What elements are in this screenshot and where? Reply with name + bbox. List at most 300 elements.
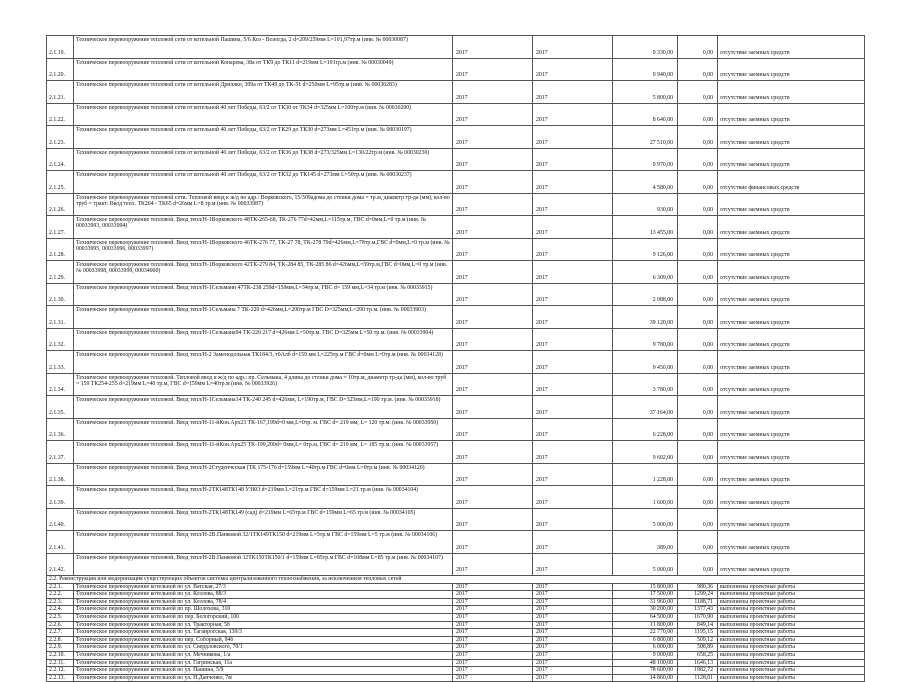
row-year-end: 2017 (533, 193, 613, 216)
row-id: 2.1.24. (47, 148, 74, 171)
row-cost: 4 580,00 (613, 171, 678, 194)
table-row (47, 629, 865, 637)
row-status: выполнены проектные работы (718, 613, 865, 621)
row-year-end: 2017 (533, 531, 613, 554)
row-year-start: 2017 (453, 351, 533, 374)
document-page (46, 35, 864, 682)
row-year-end: 2017 (533, 216, 613, 239)
row-description: Техническое перевооружение тепловой сети от котельной 40 лет Победы, 63/2 от ТК36 до ТК38 d=273/325мм L=130/22тр.м (инв. № 00030230) (74, 148, 453, 171)
row-year-start: 2017 (453, 613, 533, 621)
row-year-start: 2017 (453, 306, 533, 329)
row-financed: 0,00 (678, 508, 718, 531)
row-id: 2.1.29. (47, 261, 74, 284)
section-header: 2.2. Реконструкция или модернизация существующих объектов системы централизованного теплоснабжения, за исключением тепловых сетей (47, 576, 865, 584)
row-id: 2.1.25. (47, 171, 74, 194)
table-row (47, 659, 865, 667)
row-id: 2.2.9. (47, 644, 74, 652)
row-status: выполнены проектные работы (718, 659, 865, 667)
row-status: отсутствие заемных средств (718, 238, 865, 261)
row-year-start: 2017 (453, 674, 533, 682)
row-financed: 0,00 (678, 373, 718, 396)
row-status: отсутствие заемных средств (718, 486, 865, 509)
table-row (47, 674, 865, 682)
row-id: 2.1.38. (47, 463, 74, 486)
row-id: 2.2.2. (47, 591, 74, 599)
row-financed: 0,00 (678, 103, 718, 126)
table-row (47, 328, 865, 351)
row-year-start: 2017 (453, 606, 533, 614)
row-year-start: 2017 (453, 583, 533, 591)
table-row (47, 591, 865, 599)
row-year-end: 2017 (533, 591, 613, 599)
row-financed: 1188,71 (678, 598, 718, 606)
row-year-end: 2017 (533, 261, 613, 284)
row-status: выполнены проектные работы (718, 644, 865, 652)
row-status: отсутствие заемных средств (718, 58, 865, 81)
row-description: Техническое перевооружение тепловой. Ввод тепл/Н-2Студенческая (ТК 175-176 d=159мм L=40тр.м ГВС d=0мм L=0тр.м (инв. № 00034120) (74, 463, 453, 486)
row-id: 2.1.35. (47, 396, 74, 419)
row-financed: 0,00 (678, 531, 718, 554)
row-cost: 9 940,00 (613, 58, 678, 81)
row-year-start: 2017 (453, 651, 533, 659)
table-row (47, 238, 865, 261)
row-year-end: 2017 (533, 508, 613, 531)
table-row (47, 606, 865, 614)
row-financed: 0,00 (678, 486, 718, 509)
row-status: отсутствие заемных средств (718, 508, 865, 531)
row-cost: 15 800,00 (613, 583, 678, 591)
table-row (47, 636, 865, 644)
row-year-end: 2017 (533, 171, 613, 194)
row-year-end: 2017 (533, 418, 613, 441)
row-description: Техническое перевооружение тепловой сети от котельной 40 лет Победы, 63/2 от ТК29 до ТК30 d=273мм L=451тр.м (инв. № 00030197) (74, 126, 453, 149)
row-year-end: 2017 (533, 306, 613, 329)
table-row (47, 306, 865, 329)
table-row (47, 667, 865, 675)
row-description: Техническое перевооружение тепловой. Ввод тепл/Н-11-йКон.Арх23 ТК-167,199d=0 мм,L=0тр. м. ГВС d= 219 мм, L= 120 тр.м. (инв. № 00033950) (74, 418, 453, 441)
row-description: Техническое перевооружение тепловой. Ввод тепл/Н-2ТК148ТК148 УЗКО d=219мм L=21тр.м ГВС d=159мм L=21 тр.м (инв. № 00034104) (74, 486, 453, 509)
row-status: отсутствие заемных средств (718, 463, 865, 486)
row-description: Техническое перевооружение котельной по ул. Гагринская, 11а (74, 659, 453, 667)
row-financed: 980,36 (678, 583, 718, 591)
row-year-start: 2017 (453, 667, 533, 675)
row-year-end: 2017 (533, 463, 613, 486)
row-description: Техническое перевооружение тепловой. Ввод тепл/Н-2В.Панковой 32/1ТК149ТК150 d=219мм L=5тр.м ГВС d=159мм L=5 тр.м (инв. № 00034106) (74, 531, 453, 554)
row-description: Техническое перевооружение тепловой. Ввод тепл/Н-2В.Панковой 32ТК150ТК150/1 d=159мм L=85тр.м ГВС d=108мм L=85 тр.м (инв. № 00034107) (74, 553, 453, 576)
row-year-end: 2017 (533, 36, 613, 59)
row-financed: 0,00 (678, 553, 718, 576)
row-description: Техническое перевооружение тепловой. Тепловой ввод к ж/д по адр.: пр. Сельмана, 4 длина до стенки дома = 10тр.м, диаметр тр-да (мм), кол-во труб = 159 ТК254-255 d=219мм L=40 тр.м, ГВС d=159мм L=40тр.м (инв. № 00033926) (74, 373, 453, 396)
row-id: 2.1.21. (47, 81, 74, 104)
boiler-rows (47, 583, 865, 682)
row-status: отсутствие заемных средств (718, 216, 865, 239)
row-year-start: 2017 (453, 58, 533, 81)
table-row (47, 613, 865, 621)
row-description: Техническое перевооружение котельной по ул. Тракторная, 5б (74, 621, 453, 629)
row-year-start: 2017 (453, 441, 533, 464)
row-status: отсутствие заемных средств (718, 418, 865, 441)
row-year-start: 2017 (453, 508, 533, 531)
row-description: Техническое перевооружение тепловой. Ввод тепл/Н-11-йКон.Арх25 ТК-199,200d= 0мм,L= 0тр.м, ГВС d= 219 мм, L= 185 тр.м. (инв. № 00033957) (74, 441, 453, 464)
row-status: отсутствие заемных средств (718, 441, 865, 464)
table-row (47, 463, 865, 486)
row-cost: 9 330,00 (613, 36, 678, 59)
row-id: 2.2.11. (47, 659, 74, 667)
row-year-end: 2017 (533, 148, 613, 171)
row-status: отсутствие заемных средств (718, 261, 865, 284)
row-year-end: 2017 (533, 126, 613, 149)
row-status: отсутствие финансовых средств (718, 171, 865, 194)
row-year-end: 2017 (533, 651, 613, 659)
row-id: 2.1.28. (47, 238, 74, 261)
table-row (47, 396, 865, 419)
row-status: отсутствие заемных средств (718, 193, 865, 216)
row-year-start: 2017 (453, 644, 533, 652)
row-id: 2.1.19. (47, 36, 74, 59)
row-description: Техническое перевооружение тепловой. Ввод тепл/Н-1Ворковского 46ТК-276 77, ТК-27 78, ТК-278 79d=426мм,L=78тр.м,ГВС d=0мм,L=0 тр.м (инв. № 00033995, 00033996, 00033997) (74, 238, 453, 261)
row-year-end: 2017 (533, 621, 613, 629)
row-id: 2.1.31. (47, 306, 74, 329)
row-id: 2.1.37. (47, 441, 74, 464)
row-id: 2.1.20. (47, 58, 74, 81)
row-financed: 0,00 (678, 283, 718, 306)
table-row (47, 583, 865, 591)
row-description: Техническое перевооружение котельной по ул. Козлова, 88/3 (74, 591, 453, 599)
row-cost: 9 000,00 (613, 651, 678, 659)
row-financed: 508,89 (678, 644, 718, 652)
table-row (47, 36, 865, 59)
row-id: 2.1.40. (47, 508, 74, 531)
row-year-start: 2017 (453, 373, 533, 396)
row-id: 2.1.23. (47, 126, 74, 149)
row-year-end: 2017 (533, 553, 613, 576)
row-id: 2.2.6. (47, 621, 74, 629)
table-row (47, 441, 865, 464)
row-id: 2.1.32. (47, 328, 74, 351)
row-status: выполнены проектные работы (718, 606, 865, 614)
row-status: отсутствие заемных средств (718, 328, 865, 351)
investment-table (46, 35, 865, 682)
table-row (47, 508, 865, 531)
heating-network-rows (47, 36, 865, 576)
row-id: 2.1.39. (47, 486, 74, 509)
row-id: 2.2.1. (47, 583, 74, 591)
row-status: отсутствие заемных средств (718, 81, 865, 104)
row-financed: 0,00 (678, 81, 718, 104)
row-status: выполнены проектные работы (718, 667, 865, 675)
row-id: 2.1.36. (47, 418, 74, 441)
row-financed: 0,00 (678, 36, 718, 59)
row-year-end: 2017 (533, 396, 613, 419)
row-year-end: 2017 (533, 636, 613, 644)
row-description: Техническое перевооружение котельной по ул. Таганрогская, 139/3 (74, 629, 453, 637)
row-cost: 930,00 (613, 193, 678, 216)
row-cost: 27 510,00 (613, 126, 678, 149)
row-financed: 0,00 (678, 441, 718, 464)
row-year-end: 2017 (533, 629, 613, 637)
row-cost: 17 500,00 (613, 591, 678, 599)
table-row (47, 283, 865, 306)
row-id: 2.2.13. (47, 674, 74, 682)
row-status: отсутствие заемных средств (718, 373, 865, 396)
row-year-start: 2017 (453, 418, 533, 441)
row-description: Техническое перевооружение тепловой сети от котельной 40 лет Победы, 63/2 от ТК32 до ТК145 d=273мм L=50тр.м (инв. № 00030237) (74, 171, 453, 194)
row-id: 2.2.8. (47, 636, 74, 644)
row-year-start: 2017 (453, 328, 533, 351)
table-row (47, 171, 865, 194)
row-year-end: 2017 (533, 351, 613, 374)
row-year-end: 2017 (533, 81, 613, 104)
row-financed: 0,00 (678, 306, 718, 329)
table-row (47, 103, 865, 126)
row-year-end: 2017 (533, 667, 613, 675)
row-cost: 3 780,00 (613, 373, 678, 396)
row-cost: 6 800,00 (613, 636, 678, 644)
table-row (47, 193, 865, 216)
row-status: отсутствие заемных средств (718, 126, 865, 149)
row-description: Техническое перевооружение котельной по ул. Козлова, 78/4 (74, 598, 453, 606)
row-description: Техническое перевооружение котельной по ул. Мечникова, 1/а (74, 651, 453, 659)
row-year-start: 2017 (453, 629, 533, 637)
row-description: Техническое перевооружение тепловой. Ввод тепл/Н-1Сельманн 47ТК-238 259d=159мм,L=34тр.м, ГВС d= 159 мм,L=34 тр.м (инв. № 00033915) (74, 283, 453, 306)
row-cost: 22 770,00 (613, 629, 678, 637)
table-row (47, 126, 865, 149)
row-financed: 0,00 (678, 216, 718, 239)
row-cost: 9 450,00 (613, 351, 678, 374)
row-financed: 0,00 (678, 418, 718, 441)
row-id: 2.2.12. (47, 667, 74, 675)
row-year-end: 2017 (533, 606, 613, 614)
row-status: выполнены проектные работы (718, 598, 865, 606)
row-id: 2.1.27. (47, 216, 74, 239)
table-row (47, 148, 865, 171)
row-description: Техническое перевооружение тепловой сети от котельной Конарева, 38а от ТК9 до ТК11 d=219мм L=191тр.м (инв. № 00030049) (74, 58, 453, 81)
row-financed: 0,00 (678, 463, 718, 486)
row-financed: 0,00 (678, 171, 718, 194)
row-id: 2.2.5. (47, 613, 74, 621)
row-cost: 37 164,00 (613, 396, 678, 419)
row-description: Техническое перевооружение тепловой. Ввод тепл/Н-1Сельмана 7 ТК-220 d=426мм,L=200тр.м ГВС D=325мм,L=200 тр.м. (инв. № 00033903) (74, 306, 453, 329)
row-status: выполнены проектные работы (718, 636, 865, 644)
row-financed: 1128,01 (678, 674, 718, 682)
table-row (47, 261, 865, 284)
row-year-end: 2017 (533, 238, 613, 261)
row-status: выполнены проектные работы (718, 651, 865, 659)
row-year-start: 2017 (453, 36, 533, 59)
row-id: 2.2.10. (47, 651, 74, 659)
row-cost: 9 602,00 (613, 441, 678, 464)
row-status: отсутствие заемных средств (718, 553, 865, 576)
row-year-end: 2017 (533, 441, 613, 464)
row-status: отсутствие заемных средств (718, 148, 865, 171)
row-status: отсутствие заемных средств (718, 306, 865, 329)
row-id: 2.2.7. (47, 629, 74, 637)
row-description: Техническое перевооружение тепловой сети от котельной Дриллко, 309а от ТК49 до ТК-51 d=250мм L=95тр.м (инв. № 00030283) (74, 81, 453, 104)
row-cost: 30 200,00 (613, 606, 678, 614)
row-cost: 6 000,00 (613, 644, 678, 652)
row-year-end: 2017 (533, 486, 613, 509)
row-description: Техническое перевооружение тепловой. Ввод тепл/Н-1Ворковского 48ТК-265-68, ТК-276 77d=42мм,L=115тр.м, ГВС d=0мм,L=0 тр.м (инв. № 00033993, 00033994) (74, 216, 453, 239)
row-financed: 1195,15 (678, 629, 718, 637)
row-id: 2.2.4. (47, 606, 74, 614)
row-status: отсутствие заемных средств (718, 351, 865, 374)
row-year-start: 2017 (453, 81, 533, 104)
row-year-start: 2017 (453, 261, 533, 284)
row-cost: 11 800,00 (613, 621, 678, 629)
row-description: Техническое перевооружение котельной по ул. Ватская, 27/3 (74, 583, 453, 591)
row-financed: 509,12 (678, 636, 718, 644)
row-status: отсутствие заемных средств (718, 283, 865, 306)
table-row (47, 216, 865, 239)
row-financed: 0,00 (678, 351, 718, 374)
row-year-end: 2017 (533, 598, 613, 606)
section-header-block (47, 576, 865, 584)
row-financed: 849,14 (678, 621, 718, 629)
row-description: Техническое перевооружение котельной по пер. Белогорский, 100 (74, 613, 453, 621)
row-year-end: 2017 (533, 613, 613, 621)
row-year-start: 2017 (453, 283, 533, 306)
row-cost: 31 960,00 (613, 598, 678, 606)
row-year-start: 2017 (453, 486, 533, 509)
table-row (47, 553, 865, 576)
row-financed: 1982,72 (678, 667, 718, 675)
table-row (47, 351, 865, 374)
row-id: 2.1.22. (47, 103, 74, 126)
row-financed: 0,00 (678, 58, 718, 81)
table-row (47, 373, 865, 396)
row-status: выполнены проектные работы (718, 583, 865, 591)
table-row (47, 598, 865, 606)
row-year-start: 2017 (453, 171, 533, 194)
row-cost: 14 860,00 (613, 674, 678, 682)
row-year-end: 2017 (533, 659, 613, 667)
row-year-start: 2017 (453, 463, 533, 486)
row-financed: 0,00 (678, 193, 718, 216)
row-financed: 0,00 (678, 148, 718, 171)
row-financed: 658,25 (678, 651, 718, 659)
row-description: Техническое перевооружение тепловой. Ввод тепл/Н-1Сельмана14 ТК-240 245 d=426мм, L=190тр.м, ГВС D=325мм,L=190 тр.м. (инв. № 00033918) (74, 396, 453, 419)
row-cost: 78 600,00 (613, 667, 678, 675)
row-status: отсутствие заемных средств (718, 396, 865, 419)
table-row (47, 621, 865, 629)
row-cost: 13 455,00 (613, 216, 678, 239)
row-financed: 0,00 (678, 328, 718, 351)
row-financed: 0,00 (678, 261, 718, 284)
row-cost: 1 600,00 (613, 486, 678, 509)
row-description: Техническое перевооружение тепловой. Ввод тепл/Н-2 Заменодольная ТК184/3, т0Алб d=159 мм L=225тр.м ГВС d=0мм L=0тр.м (инв. № 00034128) (74, 351, 453, 374)
row-description: Техническое перевооружение котельной по ул. Свердловского, 70/1 (74, 644, 453, 652)
row-year-end: 2017 (533, 373, 613, 396)
row-status: выполнены проектные работы (718, 674, 865, 682)
row-cost: 1 228,00 (613, 463, 678, 486)
row-description: Техническое перевооружение тепловой. Ввод тепл/Н-1Ворковского 42ТК-279 84, ТК-284 85, ТК-285 86 d=426мм,L=59тр.м,ГВС d=0мм,L=0 тр.м (инв. № 00033998, 00033999, 00034000) (74, 261, 453, 284)
row-id: 2.1.30. (47, 283, 74, 306)
row-id: 2.2.3. (47, 598, 74, 606)
table-row (47, 418, 865, 441)
row-description: Техническое перевооружение котельной по ул. Н.Данченко, 7м (74, 674, 453, 682)
row-cost: 9 780,00 (613, 328, 678, 351)
row-description: Техническое перевооружение котельной по ул. Пашина, 5/9 (74, 667, 453, 675)
row-cost: 2 088,00 (613, 283, 678, 306)
row-year-end: 2017 (533, 283, 613, 306)
row-description: Техническое перевооружение котельной по пр. Шолохова, 310 (74, 606, 453, 614)
row-year-start: 2017 (453, 598, 533, 606)
row-description: Техническое перевооружение тепловой сети. Тепловой ввод к ж/д по адр.: Ворковского, 15/309адома до стенки дома = тр.м, диаметр тр-да (мм), кол-во труб = тракт: Ввод тепл. ТК264 - ТК65 d=26мм L=8 тр.м (инв. № 00033987) (74, 193, 453, 216)
row-cost: 6 309,00 (613, 261, 678, 284)
row-description: Техническое перевооружение тепловой. Ввод тепл/Н-1Сельмана94 ТК-220 217 d=426мм L=50тр.м. ГВС D=325мм L=50 тр.м. (инв. № 00033904) (74, 328, 453, 351)
row-status: выполнены проектные работы (718, 629, 865, 637)
row-status: отсутствие заемных средств (718, 36, 865, 59)
row-cost: 9 970,00 (613, 148, 678, 171)
row-id: 2.1.42. (47, 553, 74, 576)
row-year-start: 2017 (453, 396, 533, 419)
row-financed: 1377,43 (678, 606, 718, 614)
row-id: 2.1.41. (47, 531, 74, 554)
row-description: Техническое перевооружение котельной по пер. Соборный, 94б (74, 636, 453, 644)
table-row (47, 644, 865, 652)
row-year-start: 2017 (453, 553, 533, 576)
table-row (47, 531, 865, 554)
row-id: 2.1.33. (47, 351, 74, 374)
row-year-start: 2017 (453, 148, 533, 171)
row-year-start: 2017 (453, 126, 533, 149)
row-status: выполнены проектные работы (718, 621, 865, 629)
row-cost: 389,00 (613, 531, 678, 554)
row-status: отсутствие заемных средств (718, 531, 865, 554)
row-year-start: 2017 (453, 193, 533, 216)
table-row (47, 651, 865, 659)
row-year-start: 2017 (453, 621, 533, 629)
row-financed: 1299,24 (678, 591, 718, 599)
row-cost: 6 228,00 (613, 418, 678, 441)
section-row (47, 576, 865, 584)
row-year-start: 2017 (453, 591, 533, 599)
row-id: 2.1.26. (47, 193, 74, 216)
table-row (47, 486, 865, 509)
row-financed: 1646,13 (678, 659, 718, 667)
row-id: 2.1.34. (47, 373, 74, 396)
row-year-start: 2017 (453, 636, 533, 644)
row-cost: 5 000,00 (613, 508, 678, 531)
row-financed: 0,00 (678, 126, 718, 149)
row-financed: 0,00 (678, 396, 718, 419)
row-description: Техническое перевооружение тепловой. Ввод тепл/Н-2ТК148ТК149 (сад) d=219мм L=65тр.м ГВС d=159мм L=65 тр.м (инв. № 00034105) (74, 508, 453, 531)
row-year-end: 2017 (533, 644, 613, 652)
row-financed: 0,00 (678, 238, 718, 261)
row-cost: 48 100,00 (613, 659, 678, 667)
row-cost: 5 000,00 (613, 553, 678, 576)
row-cost: 8 640,00 (613, 103, 678, 126)
row-year-end: 2017 (533, 103, 613, 126)
row-cost: 9 126,00 (613, 238, 678, 261)
row-year-end: 2017 (533, 58, 613, 81)
row-description: Техническое перевооружение тепловой сети от котельной 40 лет Победы, 63/2 от ТК30 от ТК34 d=325мм L=109тр.м (инв. № 00030200) (74, 103, 453, 126)
row-year-start: 2017 (453, 659, 533, 667)
row-year-start: 2017 (453, 103, 533, 126)
row-financed: 1670,90 (678, 613, 718, 621)
row-description: Техническое перевооружение тепловой сети от котельной Пашина, 5/6 Коз - Вологда, 2 d=209/259мм L=101,97тр.м (инв. № 00030087) (74, 36, 453, 59)
row-cost: 64 500,00 (613, 613, 678, 621)
table-row (47, 58, 865, 81)
row-cost: 39 120,00 (613, 306, 678, 329)
row-status: отсутствие заемных средств (718, 103, 865, 126)
row-status: выполнены проектные работы (718, 591, 865, 599)
row-year-start: 2017 (453, 216, 533, 239)
row-year-end: 2017 (533, 583, 613, 591)
row-year-start: 2017 (453, 531, 533, 554)
table-row (47, 81, 865, 104)
row-year-start: 2017 (453, 238, 533, 261)
